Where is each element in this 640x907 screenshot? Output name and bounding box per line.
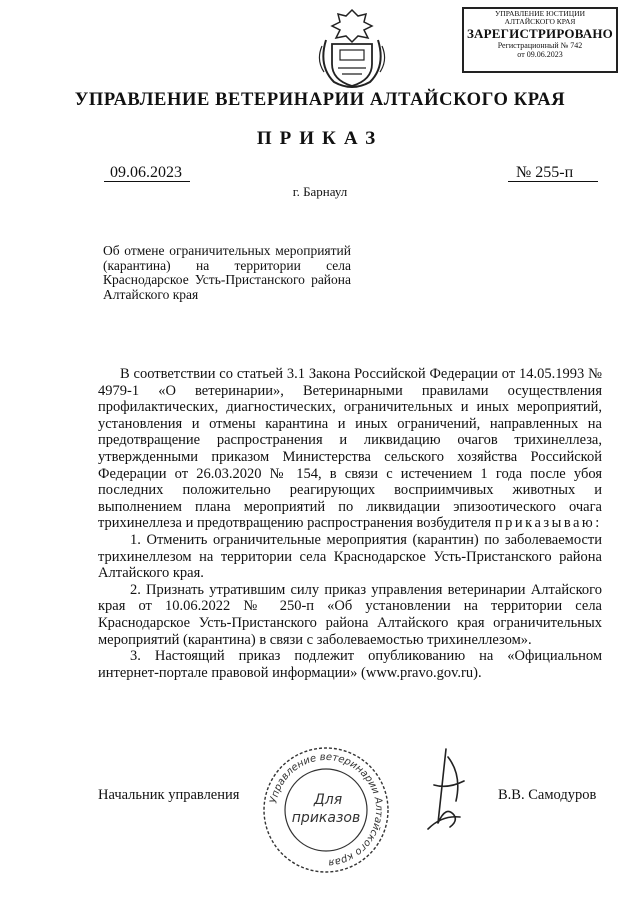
svg-text:Управление ветеринарии Алтайск: Управление ветеринарии Алтайского края [268,751,385,869]
stamp-line-1: УПРАВЛЕНИЕ ЮСТИЦИИ [495,9,585,18]
handwritten-signature [412,745,484,841]
registration-stamp [462,7,618,73]
order-word: приказываю: [494,515,602,532]
svg-text:Для: Для [313,792,343,808]
signatory-name: В.В. Самодуров [498,787,597,803]
organization-name: УПРАВЛЕНИЕ ВЕТЕРИНАРИИ АЛТАЙСКОГО КРАЯ [74,90,566,110]
preamble-text: В соответствии со статьей 3.1 Закона Российской Федерации от 14.05.1993 № 4979-1 «О ветеринарии», Ветеринарными правилами осуществления профилактических, диагностических, ограничительных и иных мероприятий, установления и отмены карантина и иных ограничений, направленных на предотвращение распространения и ликвидацию очагов трихинеллеза, утвержденными приказом Министерства сельского хозяйства Российской Федерации от 26.03.2020 № 154, в связи с истечением 1 года после убоя последних положительно реагирующих восприимчивых животных и выполнением плана мероприятий по ликвидации эпизоотического очага трихинеллеза и предотвращению распространения возбудителя [98,366,602,532]
official-seal [258,742,394,878]
stamp-reg-date: от 09.06.2023 [517,49,563,59]
order-subject: Об отмене ограничительных мероприятий (карантина) на территории села Краснодарское Усть-Пристанского района Алтайского края [103,243,351,302]
city: г. Барнаул [292,184,348,199]
order-item-3: 3. Настоящий приказ подлежит опубликованию на «Официальном интернет-портале правовой информации» (www.pravo.gov.ru). [98,648,602,681]
stamp-status: ЗАРЕГИСТРИРОВАНО [467,25,613,41]
coat-of-arms-emblem [312,6,392,92]
stamp-reg-number: Регистрационный № 742 [497,41,583,51]
svg-text:приказов: приказов [291,810,361,826]
order-item-2: 2. Признать утратившим силу приказ управления ветеринарии Алтайского края от 10.06.2022 № 250-п «Об установлении на территории села Краснодарское Усть-Пристанского района Алтайского края ограничительных мероприятий (карантина) в связи с заболеваемостью трихинеллезом». [98,581,602,648]
signatory-position: Начальник управления [98,787,240,803]
stamp-line-2: АЛТАЙСКОГО КРАЯ [504,16,576,26]
order-body [98,366,602,681]
preamble [98,366,602,532]
order-date: 09.06.2023 [110,164,182,181]
document-title: ПРИКАЗ [256,128,384,149]
order-number: № 255-п [516,164,574,181]
order-item-1: 1. Отменить ограничительные мероприятия (карантин) по заболеваемости трихинеллезом на территории села Краснодарское Усть-Пристанского района Алтайского края. [98,531,602,582]
